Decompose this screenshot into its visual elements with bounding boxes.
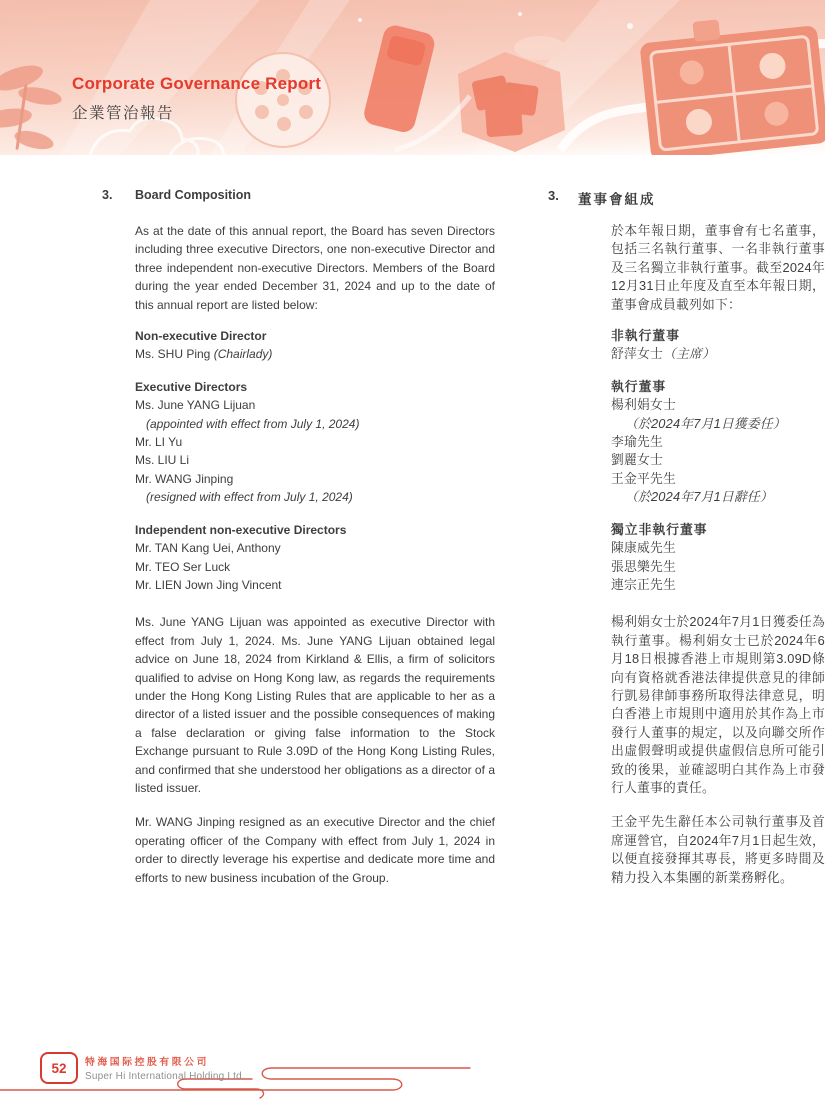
page-title-en: Corporate Governance Report bbox=[72, 74, 322, 93]
company-name-zh: 特海国际控股有限公司 bbox=[85, 1057, 209, 1068]
group-heading-zh: 獨立非執行董事 bbox=[611, 521, 708, 537]
director-note: (appointed with effect from July 1, 2024) bbox=[146, 416, 360, 431]
director-name: 王金平先生 bbox=[611, 470, 676, 486]
group-heading-zh: 非執行董事 bbox=[611, 328, 680, 344]
director-line bbox=[135, 345, 495, 363]
section-heading-row bbox=[0, 188, 825, 208]
director-name: Ms. SHU Ping bbox=[135, 347, 211, 362]
appointment-paragraph-zh: 楊利娟女士於2024年7月1日獲委任為執行董事。楊利娟女士已於2024年6月18日根據香港上市規則第3.09D條向有資格就香港法律提供意見的律師行凱易律師事務所取得法律意見，明白香港上市規則中適用於其作為上市發行人董事的規定，以及向聯交所作出虛假聲明或提供虛假信息所可能引致的後果，並確認明白其作為上市發行人董事的責任。 bbox=[611, 614, 825, 795]
director-name: 李瑜先生 bbox=[611, 434, 663, 450]
director-name: Ms. LIU Li bbox=[135, 453, 190, 468]
page-number-badge: 52 bbox=[40, 1052, 78, 1084]
director-name: Mr. WANG Jinping bbox=[135, 471, 234, 486]
director-note: （於2024年7月1日辭任） bbox=[625, 489, 773, 505]
director-name: 楊利娟女士 bbox=[611, 397, 676, 413]
section-number-zh: 3. bbox=[548, 188, 559, 203]
director-name: 張思樂先生 bbox=[611, 558, 676, 574]
director-name: Ms. June YANG Lijuan bbox=[135, 398, 256, 413]
director-note: (resigned with effect from July 1, 2024) bbox=[146, 490, 353, 505]
resignation-paragraph-row bbox=[0, 813, 825, 887]
group-executive-row bbox=[0, 378, 825, 507]
group-heading-zh: 執行董事 bbox=[611, 378, 667, 394]
resignation-paragraph-zh: 王金平先生辭任本公司執行董事及首席運營官，自2024年7月1日起生效，以便直接發揮其專長，將更多時間及精力投入本集團的新業務孵化。 bbox=[611, 814, 825, 885]
page-footer bbox=[0, 1048, 825, 1108]
director-name: Mr. TAN Kang Uei, Anthony bbox=[135, 541, 281, 556]
group-heading-en: Independent non-executive Directors bbox=[135, 522, 347, 537]
group-non-executive-row bbox=[0, 327, 825, 364]
food-box-icon bbox=[458, 36, 566, 152]
director-name: Mr. TEO Ser Luck bbox=[135, 559, 231, 574]
director-name: 連宗正先生 bbox=[611, 576, 676, 592]
section-number-en: 3. bbox=[102, 188, 113, 202]
company-name-en: Super Hi International Holding Ltd. bbox=[85, 1071, 245, 1082]
banner-icon bbox=[362, 23, 437, 135]
appointment-paragraph-en: Ms. June YANG Lijuan was appointed as executive Director with effect from July 1, 2024. Ms. June YANG Lijuan obtained legal advice on June 18, 2024 from Kirkland & Ellis, a firm of solicitors qualified to advise on Hong Kong law, as regards the requirements under the Hong Kong Listing Rules that are applicable to her as a director of a listed issuer and the possible consequences of making a false declaration or giving false information to the Stock Exchange pursuant to Rule 3.09D of the Hong Kong Listing Rules, and confirmed that she understood her obligations as a director of a listed issuer. bbox=[135, 615, 495, 795]
section-title-en: Board Composition bbox=[135, 188, 251, 202]
group-independent-row bbox=[0, 521, 825, 595]
director-note: （於2024年7月1日獲委任） bbox=[625, 415, 786, 431]
section-title-zh: 董事會組成 bbox=[578, 192, 656, 207]
director-line bbox=[611, 345, 825, 363]
director-name: Mr. LIEN Jown Jing Vincent bbox=[135, 577, 282, 592]
group-heading-en: Executive Directors bbox=[135, 379, 248, 394]
intro-paragraph-en: As at the date of this annual report, the Board has seven Directors including three executive Directors, one non-executive Director and three independent non-executive Directors. Members of the Board during the year ended December 31, 2024 and up to the date of this annual report are listed below: bbox=[135, 224, 495, 312]
group-heading-en: Non-executive Director bbox=[135, 329, 267, 344]
bento-box-icon bbox=[638, 9, 825, 155]
company-name-block bbox=[85, 1054, 245, 1082]
intro-paragraph-zh: 於本年報日期，董事會有七名董事，包括三名執行董事、一名非執行董事及三名獨立非執行董事。截至2024年12月31日止年度及直至本年報日期，董事會成員載列如下： bbox=[611, 223, 825, 312]
director-name: 劉麗女士 bbox=[611, 452, 663, 468]
director-name: 舒萍女士 bbox=[611, 346, 663, 362]
resignation-paragraph-en: Mr. WANG Jinping resigned as an executive Director and the chief operating officer of the Company with effect from July 1, 2024 in order to directly leverage his expertise and dedicate more time and efforts to new business incubation of the Group. bbox=[135, 815, 495, 885]
page-title-zh: 企業管治報告 bbox=[72, 105, 175, 122]
director-role-note: （主席） bbox=[663, 346, 715, 362]
director-name: 陳康威先生 bbox=[611, 540, 676, 556]
intro-row bbox=[0, 222, 825, 314]
pine-branch-icon bbox=[0, 60, 63, 152]
director-role-note: (Chairlady) bbox=[213, 347, 273, 362]
page-header-banner bbox=[0, 0, 825, 155]
appointment-paragraph-row bbox=[0, 613, 825, 797]
director-name: Mr. LI Yu bbox=[135, 435, 183, 450]
